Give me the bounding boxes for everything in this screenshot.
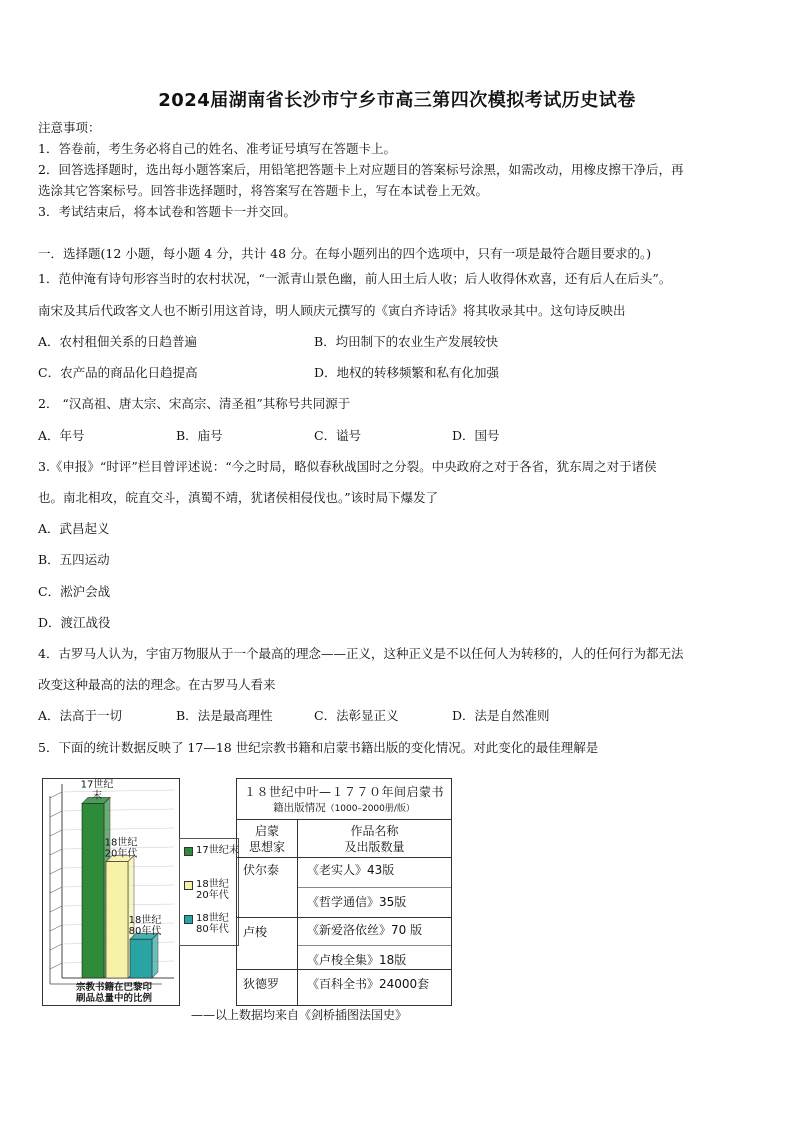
table-caption-line2 [237, 800, 451, 815]
q1-option-d: D．地权的转移频繁和私有化加强 [314, 365, 500, 380]
x-axis-label: 宗教书籍在巴黎印刷品总量中的比例 [75, 982, 153, 1004]
bar-label: 17世纪末 [80, 779, 114, 802]
bar [82, 803, 104, 978]
legend-label: 18世纪80年代 [196, 913, 229, 935]
data-source-note: ——以上数据均来自《剑桥插图法国史》 [191, 1008, 408, 1022]
legend-label: 17世纪末 [196, 845, 239, 856]
q1-stem: 1．范仲淹有诗句形容当时的农村状况，“一派青山景色幽，前人田土后人收；后人收得休欢喜，还有后人在后头”。 [38, 271, 672, 286]
q4-stem: 改变这种最高的法的理念。在古罗马人看来 [38, 677, 276, 692]
legend-swatch [184, 915, 193, 924]
q2-option-d: D．国号 [452, 428, 500, 443]
religious-books-bar-chart [42, 778, 180, 1006]
table-rule [237, 969, 451, 970]
q1-option-c: C．农产品的商品化日趋提高 [38, 365, 198, 380]
q3-option-d: D．渡江战役 [38, 615, 111, 630]
table-header-works-line1: 作品名称 [350, 824, 399, 838]
legend-item [184, 879, 240, 901]
table-header-author [237, 823, 297, 855]
q4-option-d: D．法是自然准则 [452, 708, 550, 723]
table-caption-line1: １８世纪中叶—１７７０年间启蒙书 [243, 785, 444, 799]
table-work: 《卢梭全集》18版 [307, 953, 407, 967]
table-caption [237, 779, 451, 820]
table-rule [298, 887, 451, 888]
q3-option-a: A．武昌起义 [38, 521, 110, 536]
notice-item: 3．考试结束后，将本试卷和答题卡一并交回。 [38, 204, 296, 219]
table-author-voltaire: 伏尔泰 [243, 863, 280, 877]
q1-stem: 南宋及其后代政客文人也不断引用这首诗，明人顾庆元撰写的《寅白齐诗话》将其收录其中。这句诗反映出 [38, 303, 626, 318]
bar-label: 18世纪 80年代 [128, 915, 162, 938]
table-work: 《老实人》43版 [307, 863, 395, 877]
q3-option-b: B．五四运动 [38, 552, 110, 567]
table-rule [237, 857, 451, 858]
table-header-author-line2: 思想家 [248, 840, 285, 854]
q2-stem: 2． “汉高祖、唐太宗、宋高宗、清圣祖”其称号共同源于 [38, 396, 351, 411]
legend-item [184, 845, 240, 856]
q4-option-b: B．法是最高理性 [176, 708, 273, 723]
page-title: 2024届湖南省长沙市宁乡市高三第四次模拟考试历史试卷 [158, 90, 636, 111]
table-rule [237, 917, 451, 918]
q2-option-a: A．年号 [38, 428, 85, 443]
q4-option-a: A．法高于一切 [38, 708, 123, 723]
q2-option-b: B．庙号 [176, 428, 223, 443]
q3-stem: 也。南北相攻，皖直交斗，滇蜀不靖，犹诸侯相侵伐也。”该时局下爆发了 [38, 490, 439, 505]
table-header-works-line2: 及出版数量 [344, 840, 405, 854]
chart-legend [179, 838, 239, 946]
table-caption-text: 籍出版情况 [273, 802, 326, 814]
q1-option-a: A．农村租佃关系的日趋普遍 [38, 334, 198, 349]
q3-option-c: C．淞沪会战 [38, 584, 111, 599]
notice-item: 2．回答选择题时，选出每小题答案后，用铅笔把答题卡上对应题目的答案标号涂黑，如需改动，用橡皮擦干净后，再 [38, 162, 684, 177]
q4-stem: 4．古罗马人认为，宇宙万物服从于一个最高的理念——正义，这种正义是不以任何人为转移的，人的任何行为都无法 [38, 646, 684, 661]
table-author-rousseau: 卢梭 [243, 925, 268, 939]
legend-swatch [184, 847, 193, 856]
notice-item: 1．答卷前，考生务必将自己的姓名、准考证号填写在答题卡上。 [38, 141, 396, 156]
notice-heading: 注意事项： [38, 120, 101, 135]
table-work: 《哲学通信》35版 [307, 895, 407, 909]
notice-item: 选涂其它答案标号。回答非选择题时，将答案写在答题卡上，写在本试卷上无效。 [38, 183, 489, 198]
q3-stem: 3.《申报》“时评”栏目曾评述说：“今之时局，略似春秋战国时之分裂。中央政府之对于各省，犹东周之对于诸侯 [38, 459, 657, 474]
q2-option-c: C．谥号 [314, 428, 362, 443]
table-rule [298, 945, 451, 946]
table-caption-unit: （1000–2000册/版） [325, 804, 415, 814]
table-work: 《百科全书》24000套 [307, 977, 430, 991]
legend-item [184, 913, 240, 935]
table-work: 《新爱洛依丝》70 版 [307, 923, 423, 937]
table-header-works [298, 823, 451, 855]
enlightenment-books-table [236, 778, 452, 1006]
table-header-author-line1: 启蒙 [254, 824, 279, 838]
bar [106, 862, 128, 978]
bar-label: 18世纪 20年代 [104, 837, 138, 860]
q4-option-c: C．法彰显正义 [314, 708, 399, 723]
section-heading: 一．选择题(12 小题，每小题 4 分，共计 48 分。在每小题列出的四个选项中，只有一项是最符合题目要求的。) [38, 246, 652, 261]
q1-option-b: B．均田制下的农业生产发展较快 [314, 334, 499, 349]
legend-label: 18世纪20年代 [196, 879, 229, 901]
legend-swatch [184, 881, 193, 890]
bar [130, 939, 152, 978]
q5-stem: 5．下面的统计数据反映了 17—18 世纪宗教书籍和启蒙书籍出版的变化情况。对此变化的最佳理解是 [38, 740, 599, 755]
bar-side [152, 933, 158, 978]
table-author-diderot: 狄德罗 [243, 977, 280, 991]
